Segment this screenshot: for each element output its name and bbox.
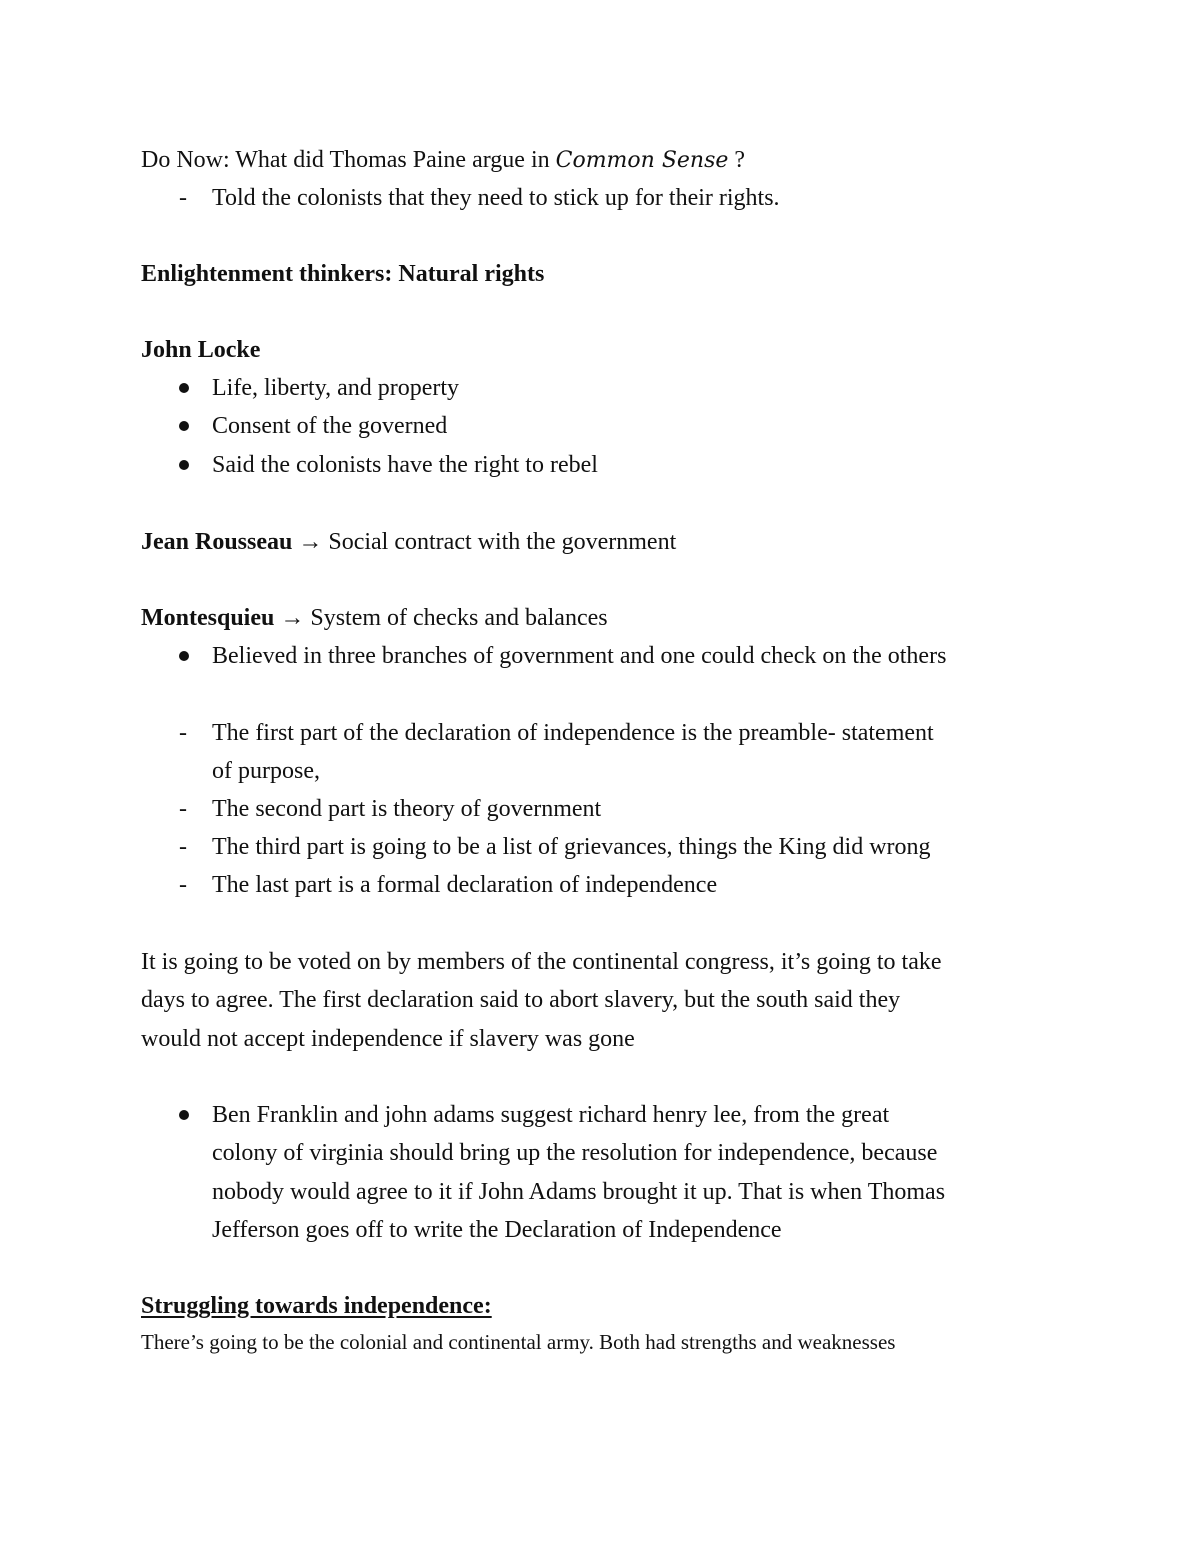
- franklin-line: Ben Franklin and john adams suggest richard henry lee, from the great: [212, 1102, 890, 1128]
- locke-heading: John Locke: [141, 337, 261, 363]
- locke-point: Life, liberty, and property: [212, 375, 460, 401]
- declaration-part: The second part is theory of government: [212, 796, 602, 822]
- franklin-line: nobody would agree to it if John Adams brought it up. That is when Thomas: [212, 1179, 946, 1205]
- montesquieu-point: Believed in three branches of government and one could check on the others: [212, 643, 947, 669]
- bullet-icon: [179, 1110, 189, 1120]
- franklin-line: colony of virginia should bring up the resolution for independence, because: [212, 1140, 938, 1166]
- montesquieu-line: [141, 603, 608, 633]
- struggling-heading: Struggling towards independence:: [141, 1293, 492, 1319]
- bullet-icon: [179, 421, 189, 431]
- dash-marker: -: [179, 796, 187, 822]
- paragraph-line: would not accept independence if slavery was gone: [141, 1026, 635, 1052]
- declaration-part: The first part of the declaration of independence is the preamble- statement: [212, 720, 934, 746]
- arrow-icon: →: [274, 605, 311, 631]
- do-now-prefix: Do Now: What did Thomas Paine argue in: [141, 147, 556, 173]
- rousseau-text: Social contract with the government: [328, 529, 677, 555]
- do-now-question: [141, 145, 745, 176]
- do-now-book-title: Common Sense: [555, 148, 729, 173]
- dash-marker: -: [179, 185, 187, 211]
- locke-point: Said the colonists have the right to rebel: [212, 452, 598, 478]
- franklin-line: Jefferson goes off to write the Declaration of Independence: [212, 1217, 782, 1243]
- dash-marker: -: [179, 720, 187, 746]
- locke-point: Consent of the governed: [212, 413, 448, 439]
- bullet-icon: [179, 651, 189, 661]
- dash-marker: -: [179, 872, 187, 898]
- declaration-part: The third part is going to be a list of grievances, things the King did wrong: [212, 834, 931, 860]
- rousseau-line: [141, 527, 676, 557]
- montesquieu-name: Montesquieu: [141, 605, 275, 631]
- do-now-suffix: ?: [728, 147, 746, 173]
- montesquieu-text: System of checks and balances: [310, 605, 608, 631]
- enlightenment-heading: Enlightenment thinkers: Natural rights: [141, 261, 545, 287]
- paragraph-line: It is going to be voted on by members of the continental congress, it’s going to take: [141, 949, 942, 975]
- bullet-icon: [179, 460, 189, 470]
- declaration-part: The last part is a formal declaration of independence: [212, 872, 718, 898]
- rousseau-name: Jean Rousseau: [141, 529, 293, 555]
- dash-marker: -: [179, 834, 187, 860]
- do-now-answer: Told the colonists that they need to stick up for their rights.: [212, 185, 780, 211]
- declaration-part-continued: of purpose,: [212, 758, 320, 784]
- paragraph-line: days to agree. The first declaration said to abort slavery, but the south said they: [141, 987, 901, 1013]
- arrow-icon: →: [292, 529, 329, 555]
- bullet-icon: [179, 383, 189, 393]
- struggling-text: There’s going to be the colonial and continental army. Both had strengths and weaknesses: [141, 1330, 896, 1354]
